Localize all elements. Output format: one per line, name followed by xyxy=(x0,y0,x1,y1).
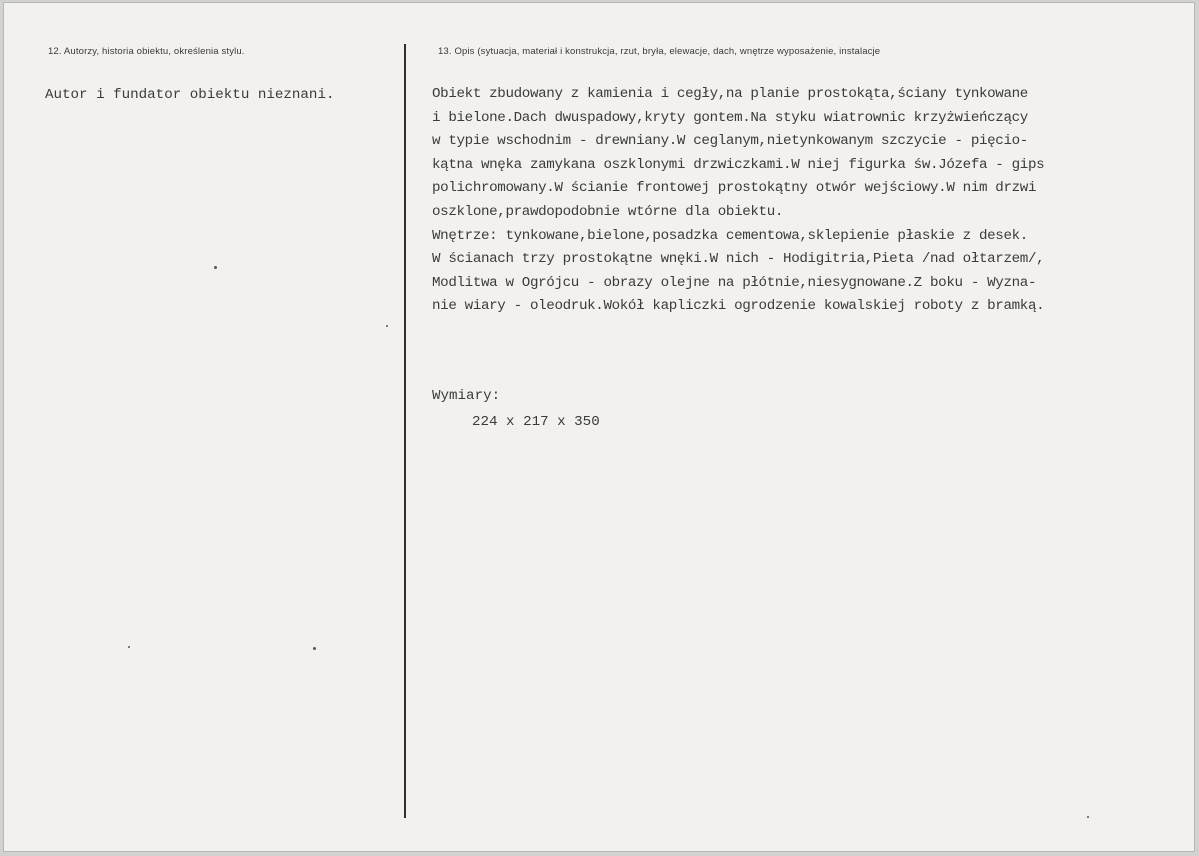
description-line: Wnętrze: tynkowane,bielone,posadzka cementowa,sklepienie płaskie z desek. xyxy=(432,227,1028,244)
description-line: W ścianach trzy prostokątne wnęki.W nich - Hodigitria,Pieta /nad ołtarzem/, xyxy=(432,251,1045,268)
description-line: oszklone,prawdopodobnie wtórne dla obiektu. xyxy=(432,203,784,220)
description-line: Modlitwa w Ogrójcu - obrazy olejne na płótnie,niesygnowane.Z boku - Wyzna- xyxy=(432,274,1037,291)
description-text xyxy=(432,83,1044,319)
paper-speck xyxy=(128,646,130,648)
dimensions-value: 224 x 217 x 350 xyxy=(472,414,600,430)
paper-speck xyxy=(313,647,316,650)
description-line: polichromowany.W ścianie frontowej prostokątny otwór wejściowy.W nim drzwi xyxy=(432,180,1037,197)
description-line: i bielone.Dach dwuspadowy,kryty gontem.Na styku wiatrownic krzyżwieńczący xyxy=(432,109,1028,126)
paper-speck xyxy=(386,325,388,327)
description-line: kątna wnęka zamykana oszklonymi drzwiczkami.W niej figurka św.Józefa - gips xyxy=(432,156,1045,173)
paper-speck xyxy=(214,266,217,269)
description-line: Obiekt zbudowany z kamienia i cegły,na planie prostokąta,ściany tynkowane xyxy=(432,86,1028,102)
authors-heading: 12. Autorzy, historia obiektu, określenia stylu. xyxy=(48,46,245,57)
paper-speck xyxy=(1087,816,1089,818)
description-line: nie wiary - oleodruk.Wokół kapliczki ogrodzenie kowalskiej roboty z bramką. xyxy=(432,298,1045,315)
dimensions-label: Wymiary: xyxy=(432,388,501,404)
description-heading: 13. Opis (sytuacja, materiał i konstrukcja, rzut, bryła, elewacje, dach, wnętrze wyposażenie, instalacje xyxy=(438,46,881,57)
authors-text: Autor i fundator obiektu nieznani. xyxy=(45,87,335,103)
description-line: w typie wschodnim - drewniany.W ceglanym,nietynkowanym szczycie - pięcio- xyxy=(432,133,1028,150)
column-divider xyxy=(404,44,406,818)
